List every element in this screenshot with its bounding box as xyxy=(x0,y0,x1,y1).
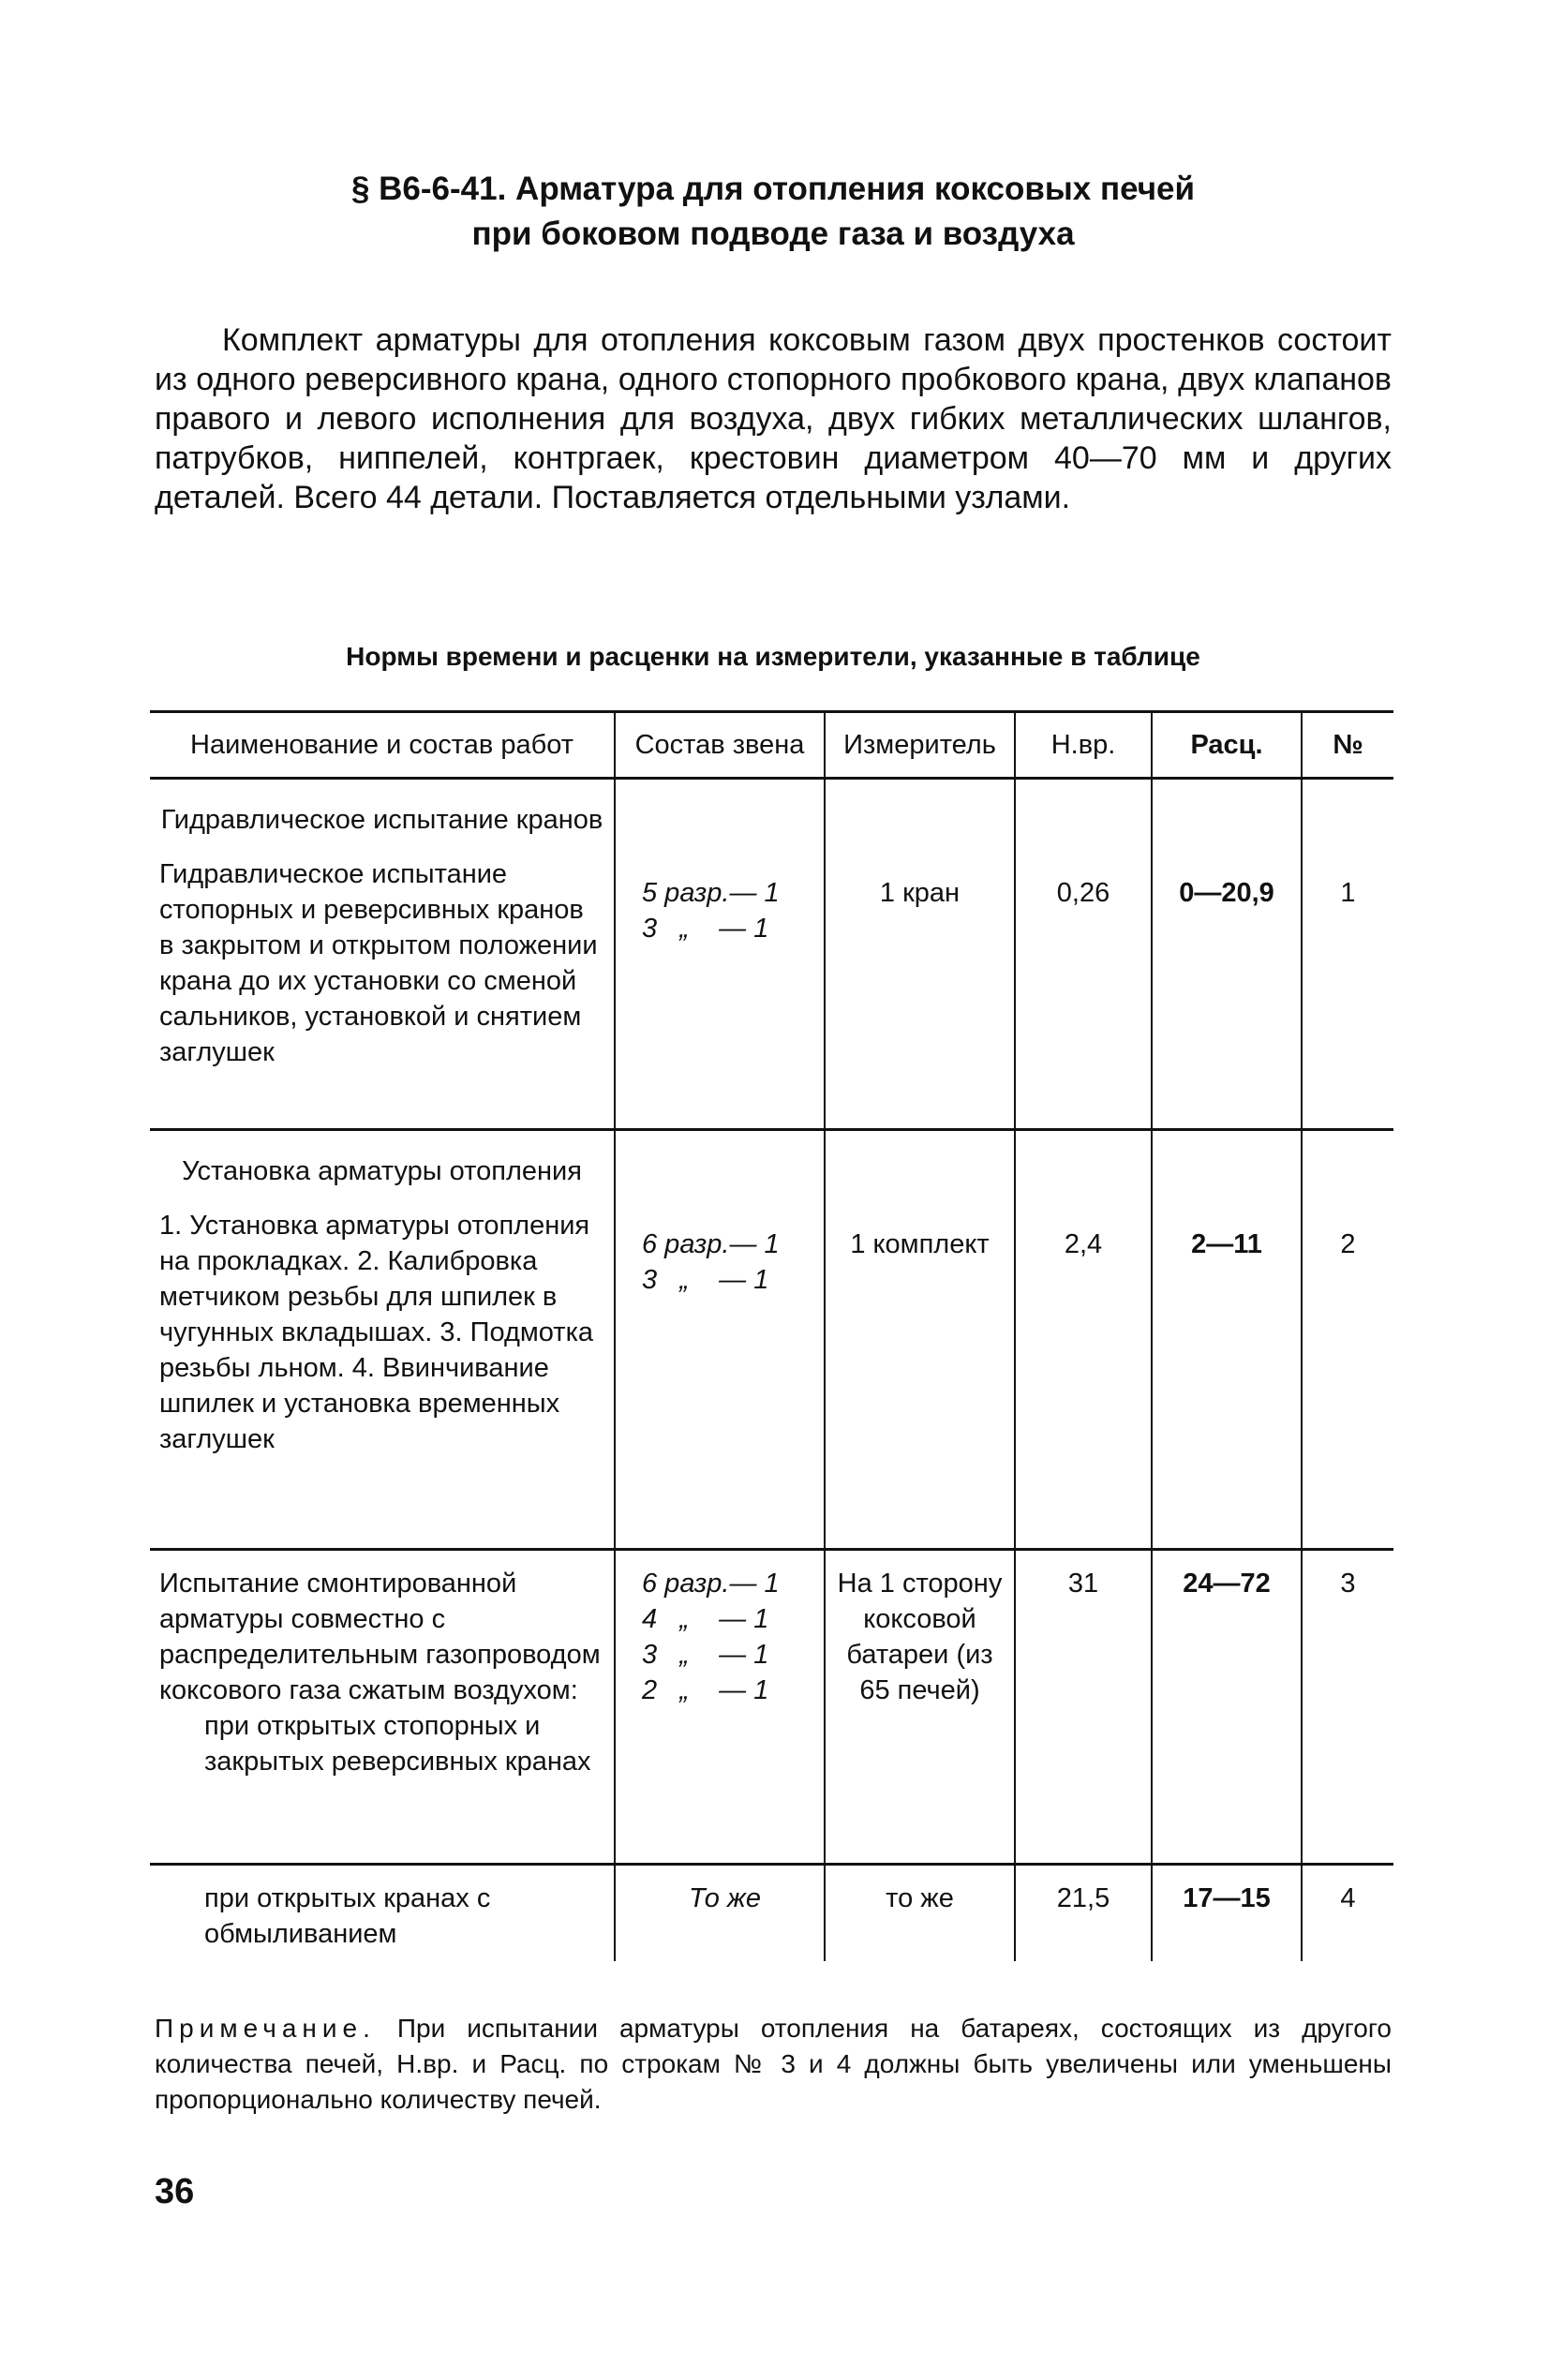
table-row xyxy=(150,1130,1393,1550)
work-cell xyxy=(150,1550,615,1865)
crew-line: 2 „ — 1 xyxy=(642,1675,769,1705)
group-title: Гидравлическое испытание кранов xyxy=(160,805,603,835)
crew-line: 6 разр.— 1 xyxy=(642,1569,780,1599)
section-heading xyxy=(150,167,1396,257)
norm-value: 0,26 xyxy=(1056,878,1110,908)
rate-value: 24—72 xyxy=(1183,1569,1271,1599)
group-title: Установка арматуры отопления xyxy=(182,1156,582,1186)
section-heading-line-2: при боковом подводе газа и воздуха xyxy=(471,216,1075,252)
work-cell xyxy=(150,1130,615,1550)
unit-cell xyxy=(825,1865,1015,1962)
work-cell xyxy=(150,1865,615,1962)
work-description: при открытых кранах с обмыливанием xyxy=(204,1883,491,1949)
unit-cell xyxy=(825,779,1015,1130)
rate-value: 2—11 xyxy=(1191,1229,1262,1259)
header-work-name: Наименование и состав работ xyxy=(150,712,615,779)
crew-line: То же xyxy=(689,1883,762,1913)
table-caption: Нормы времени и расценки на измерители, указанные в таблице xyxy=(346,642,1200,671)
unit-cell xyxy=(825,1550,1015,1865)
crew-cell xyxy=(615,1550,825,1865)
footnote-label: Примечание. xyxy=(155,2014,376,2043)
rate-cell xyxy=(1152,779,1302,1130)
rate-cell xyxy=(1152,1130,1302,1550)
unit-value: то же xyxy=(886,1883,954,1913)
unit-value: 1 кран xyxy=(879,878,961,908)
work-description: Гидравлическое испытание стопорных и реверсивных кранов в закрытом и открытом положении крана до их установки со сменой сальников, установкой и снятием заглушек xyxy=(159,859,598,1067)
norm-value: 21,5 xyxy=(1056,1883,1110,1913)
row-number: 2 xyxy=(1340,1229,1356,1259)
footnote-text: При испытании арматуры отопления на батареях, состоящих из другого количества печей, Н.вр. и Расц. по строкам № 3 и 4 должны быть увеличены или уменьшены пропорционально количеству печей. xyxy=(155,2014,1393,2114)
header-rate: Расц. xyxy=(1152,712,1302,779)
rate-cell xyxy=(1152,1865,1302,1962)
table-row xyxy=(150,1865,1393,1962)
row-number: 4 xyxy=(1340,1883,1356,1913)
number-cell xyxy=(1302,1865,1393,1962)
page-number: 36 xyxy=(155,2172,195,2211)
footnote xyxy=(155,2011,1392,2118)
table-header-row xyxy=(150,712,1393,779)
header-norm: Н.вр. xyxy=(1015,712,1152,779)
rate-value: 0—20,9 xyxy=(1179,878,1274,908)
work-description: Испытание смонтированной арматуры совместно с распределительным газопроводом коксового газа сжатым воздухом: xyxy=(159,1569,601,1705)
rate-cell xyxy=(1152,1550,1302,1865)
crew-line: 5 разр.— 1 xyxy=(642,878,780,908)
norm-cell xyxy=(1015,1865,1152,1962)
norm-cell xyxy=(1015,1130,1152,1550)
header-crew: Состав звена xyxy=(615,712,825,779)
crew-cell xyxy=(615,779,825,1130)
intro-paragraph: Комплект арматуры для отопления коксовым газом двух простенков состоит из одного реверсивного крана, одного стопорного пробкового крана, двух клапанов правого и левого исполнения для воздуха, двух гибких металлических шлангов, патрубков, ниппелей, контргаек, крестовин диаметром 40—70 мм и других деталей. Всего 44 детали. Поставляется отдельными узлами. xyxy=(155,322,1392,515)
header-number: № xyxy=(1302,712,1393,779)
table-row xyxy=(150,779,1393,1130)
crew-line: 4 „ — 1 xyxy=(642,1604,769,1634)
row-number: 1 xyxy=(1340,878,1356,908)
crew-line: 3 „ — 1 xyxy=(642,1265,769,1295)
unit-value: 1 комплект xyxy=(850,1229,990,1259)
norm-value: 2,4 xyxy=(1064,1229,1103,1259)
norm-cell xyxy=(1015,779,1152,1130)
crew-line: 3 „ — 1 xyxy=(642,1640,769,1670)
norm-cell xyxy=(1015,1550,1152,1865)
number-cell xyxy=(1302,779,1393,1130)
crew-line: 6 разр.— 1 xyxy=(642,1229,780,1259)
header-unit: Измеритель xyxy=(825,712,1015,779)
work-cell xyxy=(150,779,615,1130)
norm-value: 31 xyxy=(1067,1569,1099,1599)
rate-value: 17—15 xyxy=(1183,1883,1271,1913)
work-sub-description: при открытых стопорных и закрытых реверсивных кранах xyxy=(204,1711,591,1777)
norms-table xyxy=(150,710,1393,1961)
row-number: 3 xyxy=(1340,1569,1356,1599)
crew-cell xyxy=(615,1130,825,1550)
section-heading-line-1: § В6-6-41. Арматура для отопления коксовых печей xyxy=(350,171,1196,207)
crew-cell xyxy=(615,1865,825,1962)
unit-cell xyxy=(825,1130,1015,1550)
unit-value: На 1 сторону коксовой батареи (из 65 печей) xyxy=(837,1569,1003,1705)
crew-line: 3 „ — 1 xyxy=(642,914,769,944)
number-cell xyxy=(1302,1130,1393,1550)
number-cell xyxy=(1302,1550,1393,1865)
table-row xyxy=(150,1550,1393,1865)
work-description: 1. Установка арматуры отопления на прокладках. 2. Калибровка метчиком резьбы для шпилек в чугунных вкладышах. 3. Подмотка резьбы льном. 4. Ввинчивание шпилек и установка временных заглушек xyxy=(159,1211,594,1454)
